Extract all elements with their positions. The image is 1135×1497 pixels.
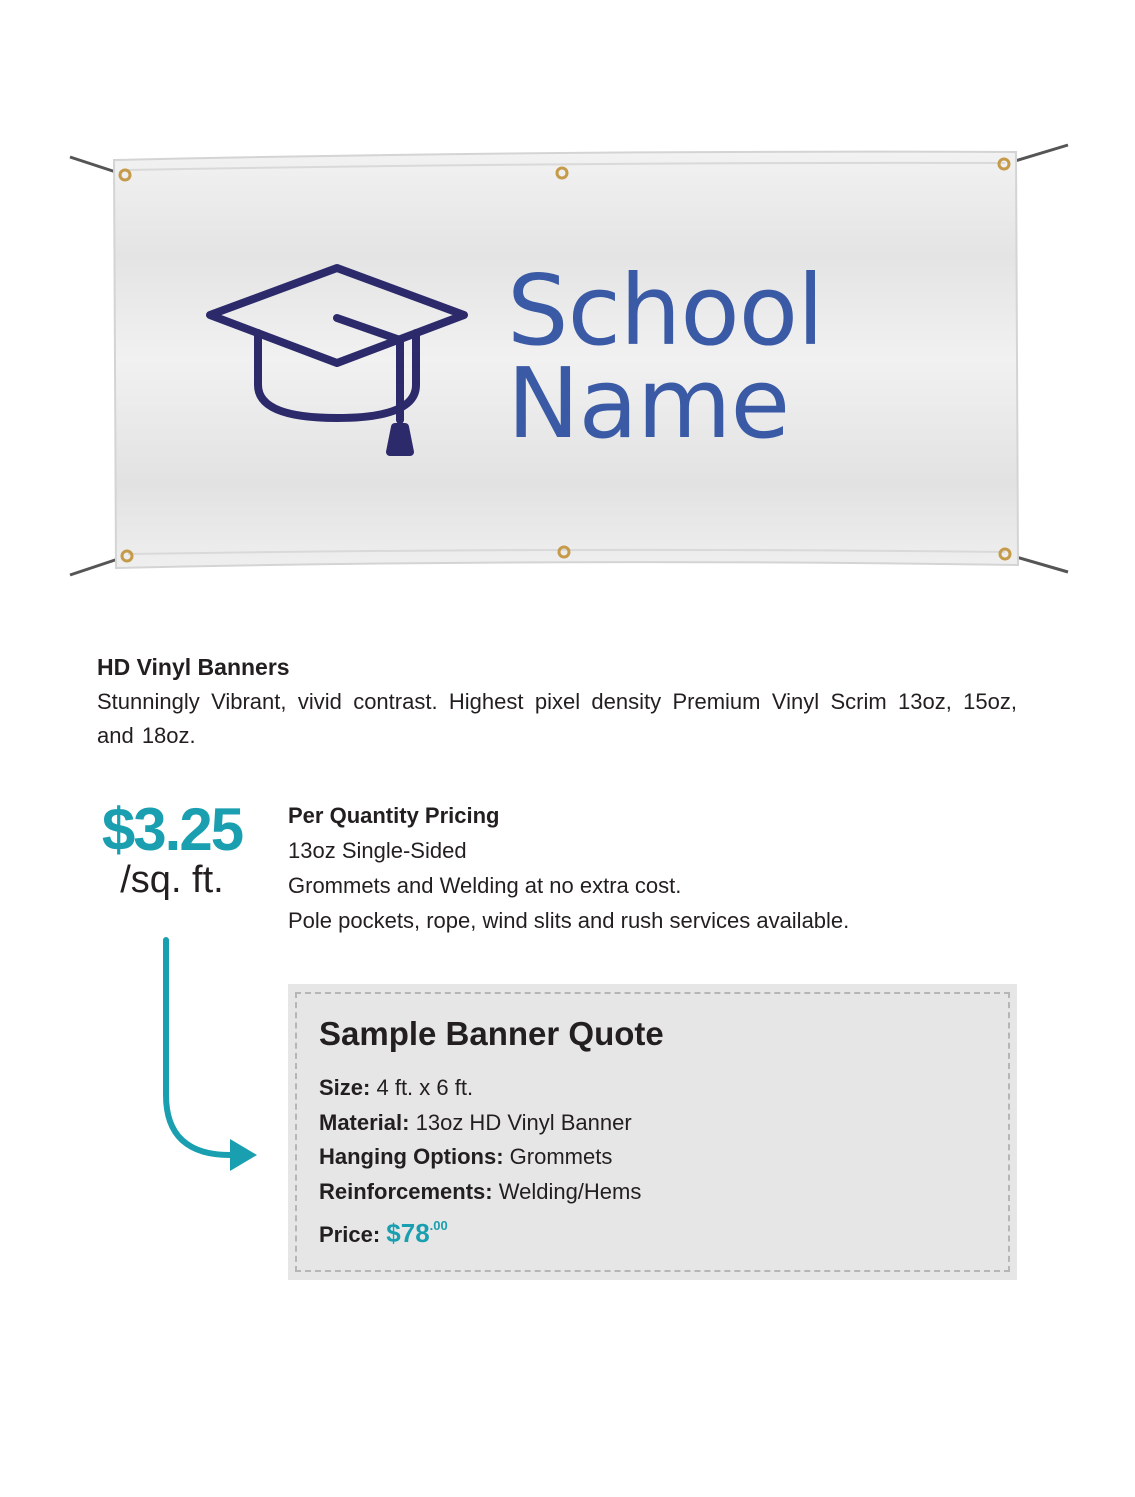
quote-material [319, 1106, 641, 1141]
pricing-details [288, 798, 849, 938]
quote-size-value: 4 ft. x 6 ft. [376, 1075, 474, 1100]
sample-quote-box [288, 984, 1017, 1280]
pricing-title: Per Quantity Pricing [288, 803, 500, 828]
quote-reinforcement-label: Reinforcements: [319, 1178, 493, 1204]
quote-hanging [319, 1140, 641, 1175]
banner-school-text: School [507, 254, 824, 367]
quote-price [319, 1209, 641, 1253]
product-description: Stunningly Vibrant, vivid contrast. Highest pixel density Premium Vinyl Scrim 13oz, 15oz, and 18oz. [97, 689, 1017, 748]
quote-price-cents: .00 [429, 1218, 448, 1233]
arrow-right-icon [150, 935, 270, 1175]
price-amount: $3.25 [101, 796, 243, 863]
pricing-line: Grommets and Welding at no extra cost. [288, 873, 682, 898]
pricing-line: 13oz Single-Sided [288, 838, 467, 863]
pricing-line: Pole pockets, rope, wind slits and rush services available. [288, 908, 850, 933]
product-intro [97, 654, 1017, 753]
quote-hanging-label: Hanging Options: [319, 1144, 504, 1169]
quote-material-value: 13oz HD Vinyl Banner [415, 1109, 632, 1135]
banner-name-text: Name [507, 347, 790, 460]
quote-size-label: Size: [319, 1075, 371, 1100]
quote-hanging-value: Grommets [509, 1144, 613, 1169]
quote-price-value: $78 [386, 1218, 430, 1248]
quote-title: Sample Banner Quote [319, 1015, 664, 1052]
quote-details [319, 1071, 641, 1253]
quote-size [319, 1071, 641, 1106]
quote-price-label: Price: [319, 1222, 381, 1247]
price-unit: /sq. ft. [120, 859, 224, 901]
quote-material-label: Material: [319, 1109, 410, 1135]
quote-reinforcement-value: Welding/Hems [498, 1178, 642, 1204]
product-title: HD Vinyl Banners [97, 654, 290, 680]
price-per-unit [86, 796, 258, 902]
quote-reinforcement [319, 1175, 641, 1210]
